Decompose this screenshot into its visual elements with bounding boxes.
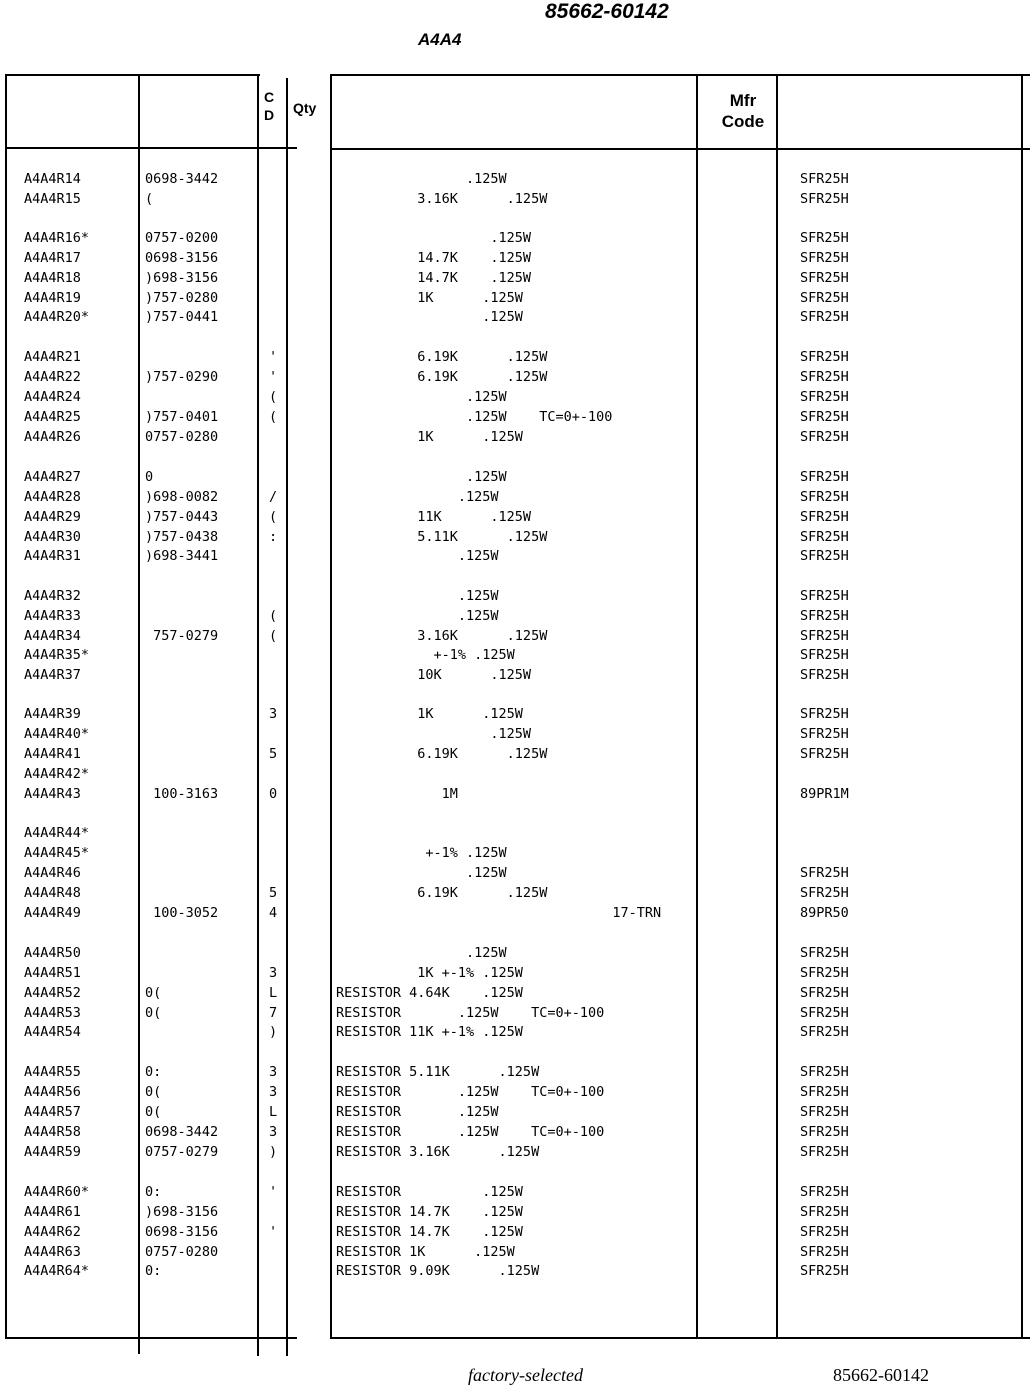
assembly-number: 85662-60142 <box>545 0 669 23</box>
mfr-part-code: SFR25H <box>800 548 849 564</box>
part-reference: A4A4R39 <box>24 706 81 722</box>
part-description: 3.16K .125W <box>336 628 548 644</box>
part-description: 6.19K .125W <box>336 349 548 365</box>
header-divider-right <box>330 148 1030 150</box>
qty-cd-cell: ( <box>269 509 278 525</box>
part-reference: A4A4R63 <box>24 1244 81 1260</box>
assembly-ref: A4A4 <box>418 30 462 49</box>
part-reference: A4A4R52 <box>24 985 81 1001</box>
mfr-part-code: SFR25H <box>800 706 849 722</box>
qty-cd-cell: 5 <box>269 885 278 901</box>
part-number: )757-0443 <box>145 509 219 525</box>
part-number: )757-0290 <box>145 369 219 385</box>
mfr-part-code: SFR25H <box>800 628 849 644</box>
mfr-code-column-header: Mfr Code <box>721 91 765 131</box>
table-top-border-left <box>5 74 260 76</box>
qty-cd-cell: ( <box>269 409 278 425</box>
table-top-border-right <box>330 74 1030 76</box>
part-description: RESISTOR 5.11K .125W <box>336 1064 540 1080</box>
part-number: )698-0082 <box>145 489 219 505</box>
col-line-7 <box>1021 74 1023 1338</box>
part-number: )757-0401 <box>145 409 219 425</box>
qty-cd-cell: ' <box>269 1224 278 1240</box>
mfr-part-code: SFR25H <box>800 1224 849 1240</box>
part-description: 14.7K .125W <box>336 270 532 286</box>
mfr-part-code: SFR25H <box>800 1263 849 1279</box>
part-reference: A4A4R41 <box>24 746 81 762</box>
mfr-part-code: SFR25H <box>800 865 849 881</box>
mfr-part-code: SFR25H <box>800 290 849 306</box>
footer-assembly-number: 85662-60142 <box>833 1365 929 1385</box>
mfr-part-code: SFR25H <box>800 1244 849 1260</box>
qty-cd-cell: L <box>269 985 278 1001</box>
mfr-part-code: 89PR1M <box>800 786 849 802</box>
col-line-3 <box>286 78 288 1356</box>
qty-cd-cell: 3 <box>269 1124 278 1140</box>
part-description: RESISTOR .125W <box>336 1104 499 1120</box>
part-description: RESISTOR 9.09K .125W <box>336 1263 540 1279</box>
header-divider-left <box>5 147 297 149</box>
col-line-5 <box>696 74 698 1338</box>
part-reference: A4A4R27 <box>24 469 81 485</box>
part-reference: A4A4R37 <box>24 667 81 683</box>
part-reference: A4A4R44* <box>24 825 90 841</box>
qty-cd-cell: ( <box>269 389 278 405</box>
part-description: 14.7K .125W <box>336 250 532 266</box>
part-description: .125W <box>336 945 507 961</box>
mfr-part-code: SFR25H <box>800 1104 849 1120</box>
part-number: 0 <box>145 469 154 485</box>
part-description: 1K .125W <box>336 429 523 445</box>
col-line-0 <box>5 76 7 1338</box>
part-reference: A4A4R14 <box>24 171 81 187</box>
part-description: RESISTOR .125W TC=0+-100 <box>336 1124 605 1140</box>
part-description: 1K .125W <box>336 290 523 306</box>
part-reference: A4A4R19 <box>24 290 81 306</box>
part-reference: A4A4R46 <box>24 865 81 881</box>
mfr-part-code: SFR25H <box>800 509 849 525</box>
part-reference: A4A4R54 <box>24 1024 81 1040</box>
qty-cd-cell: 3 <box>269 706 278 722</box>
part-reference: A4A4R18 <box>24 270 81 286</box>
part-number: 0: <box>145 1263 162 1279</box>
cd-column-header: C D <box>264 89 275 123</box>
qty-cd-cell: 5 <box>269 746 278 762</box>
mfr-part-code: SFR25H <box>800 389 849 405</box>
part-description: .125W <box>336 548 499 564</box>
part-reference: A4A4R64* <box>24 1263 90 1279</box>
part-description: 6.19K .125W <box>336 746 548 762</box>
part-number: 0( <box>145 985 162 1001</box>
part-reference: A4A4R33 <box>24 608 81 624</box>
part-reference: A4A4R26 <box>24 429 81 445</box>
mfr-part-code: SFR25H <box>800 489 849 505</box>
part-description: 1M <box>336 786 458 802</box>
part-number: 0( <box>145 1084 162 1100</box>
qty-cd-cell: ) <box>269 1144 278 1160</box>
part-description: RESISTOR 4.64K .125W <box>336 985 523 1001</box>
part-reference: A4A4R31 <box>24 548 81 564</box>
part-reference: A4A4R57 <box>24 1104 81 1120</box>
mfr-part-code: SFR25H <box>800 369 849 385</box>
mfr-part-code: SFR25H <box>800 1144 849 1160</box>
part-reference: A4A4R49 <box>24 905 81 921</box>
part-reference: A4A4R21 <box>24 349 81 365</box>
part-number: 100-3163 <box>145 786 219 802</box>
part-description: .125W <box>336 389 507 405</box>
part-reference: A4A4R53 <box>24 1005 81 1021</box>
qty-column-header: Qty <box>293 100 317 116</box>
part-reference: A4A4R25 <box>24 409 81 425</box>
part-reference: A4A4R32 <box>24 588 81 604</box>
part-description: RESISTOR 11K +-1% .125W <box>336 1024 523 1040</box>
part-description: .125W <box>336 469 507 485</box>
part-reference: A4A4R34 <box>24 628 81 644</box>
part-reference: A4A4R45* <box>24 845 90 861</box>
qty-cd-cell: 7 <box>269 1005 278 1021</box>
part-description: 6.19K .125W <box>336 369 548 385</box>
mfr-part-code: SFR25H <box>800 746 849 762</box>
qty-cd-cell: 3 <box>269 1084 278 1100</box>
part-description: +-1% .125W <box>336 845 507 861</box>
part-reference: A4A4R56 <box>24 1084 81 1100</box>
part-number: 0: <box>145 1064 162 1080</box>
mfr-part-code: 89PR50 <box>800 905 849 921</box>
part-number: 0698-3156 <box>145 1224 219 1240</box>
part-description: RESISTOR .125W TC=0+-100 <box>336 1005 605 1021</box>
part-reference: A4A4R60* <box>24 1184 90 1200</box>
part-number: )757-0438 <box>145 529 219 545</box>
qty-cd-cell: ( <box>269 628 278 644</box>
part-number: )698-3441 <box>145 548 219 564</box>
mfr-part-code: SFR25H <box>800 885 849 901</box>
part-number: 0757-0280 <box>145 1244 219 1260</box>
mfr-part-code: SFR25H <box>800 230 849 246</box>
mfr-part-code: SFR25H <box>800 429 849 445</box>
part-description: .125W <box>336 726 532 742</box>
part-reference: A4A4R51 <box>24 965 81 981</box>
part-number: 0757-0200 <box>145 230 219 246</box>
mfr-part-code: SFR25H <box>800 1124 849 1140</box>
part-description: .125W <box>336 608 499 624</box>
part-number: )698-3156 <box>145 1204 219 1220</box>
part-reference: A4A4R35* <box>24 647 90 663</box>
table-bottom-border-left <box>5 1337 297 1339</box>
part-reference: A4A4R40* <box>24 726 90 742</box>
part-description: RESISTOR 3.16K .125W <box>336 1144 540 1160</box>
part-reference: A4A4R15 <box>24 191 81 207</box>
col-line-1 <box>138 76 140 1354</box>
qty-cd-cell: 0 <box>269 786 278 802</box>
mfr-part-code: SFR25H <box>800 250 849 266</box>
mfr-part-code: SFR25H <box>800 1005 849 1021</box>
part-description: RESISTOR 14.7K .125W <box>336 1204 523 1220</box>
part-description: .125W <box>336 588 499 604</box>
part-description: 1K +-1% .125W <box>336 965 523 981</box>
part-reference: A4A4R22 <box>24 369 81 385</box>
qty-cd-cell: ( <box>269 608 278 624</box>
part-description: .125W <box>336 489 499 505</box>
mfr-part-code: SFR25H <box>800 608 849 624</box>
part-description: .125W <box>336 865 507 881</box>
qty-cd-cell: ' <box>269 369 278 385</box>
mfr-part-code: SFR25H <box>800 588 849 604</box>
part-description: 10K .125W <box>336 667 532 683</box>
part-description: RESISTOR 1K .125W <box>336 1244 515 1260</box>
qty-cd-cell: / <box>269 489 278 505</box>
mfr-part-code: SFR25H <box>800 469 849 485</box>
part-reference: A4A4R42* <box>24 766 90 782</box>
mfr-part-code: SFR25H <box>800 985 849 1001</box>
part-number: )757-0441 <box>145 309 219 325</box>
part-number: 0757-0280 <box>145 429 219 445</box>
part-description: 3.16K .125W <box>336 191 548 207</box>
part-number: 0698-3156 <box>145 250 219 266</box>
col-line-4 <box>330 74 332 1338</box>
part-reference: A4A4R50 <box>24 945 81 961</box>
part-reference: A4A4R16* <box>24 230 90 246</box>
part-reference: A4A4R62 <box>24 1224 81 1240</box>
part-description: +-1% .125W <box>336 647 515 663</box>
part-number: ( <box>145 191 154 207</box>
mfr-part-code: SFR25H <box>800 965 849 981</box>
mfr-part-code: SFR25H <box>800 945 849 961</box>
part-reference: A4A4R43 <box>24 786 81 802</box>
part-description: 5.11K .125W <box>336 529 548 545</box>
qty-cd-cell: L <box>269 1104 278 1120</box>
mfr-part-code: SFR25H <box>800 1184 849 1200</box>
qty-cd-cell: 3 <box>269 965 278 981</box>
part-reference: A4A4R58 <box>24 1124 81 1140</box>
part-description: .125W <box>336 309 523 325</box>
mfr-part-code: SFR25H <box>800 1204 849 1220</box>
part-number: )757-0280 <box>145 290 219 306</box>
part-reference: A4A4R59 <box>24 1144 81 1160</box>
col-line-2 <box>257 74 259 1356</box>
part-reference: A4A4R55 <box>24 1064 81 1080</box>
mfr-part-code: SFR25H <box>800 349 849 365</box>
part-number: )698-3156 <box>145 270 219 286</box>
part-reference: A4A4R17 <box>24 250 81 266</box>
part-description: RESISTOR 14.7K .125W <box>336 1224 523 1240</box>
qty-cd-cell: ) <box>269 1024 278 1040</box>
part-reference: A4A4R20* <box>24 309 90 325</box>
mfr-part-code: SFR25H <box>800 647 849 663</box>
mfr-part-code: SFR25H <box>800 1064 849 1080</box>
part-description: 11K .125W <box>336 509 532 525</box>
part-number: 100-3052 <box>145 905 219 921</box>
part-description: 6.19K .125W <box>336 885 548 901</box>
mfr-part-code: SFR25H <box>800 667 849 683</box>
qty-cd-cell: ' <box>269 1184 278 1200</box>
part-reference: A4A4R30 <box>24 529 81 545</box>
mfr-part-code: SFR25H <box>800 309 849 325</box>
mfr-part-code: SFR25H <box>800 191 849 207</box>
part-number: 0: <box>145 1184 162 1200</box>
mfr-part-code: SFR25H <box>800 409 849 425</box>
part-description: .125W <box>336 230 532 246</box>
part-description: .125W TC=0+-100 <box>336 409 613 425</box>
qty-cd-cell: 4 <box>269 905 278 921</box>
part-description: 1K .125W <box>336 706 523 722</box>
part-number: 0( <box>145 1104 162 1120</box>
part-number: 0( <box>145 1005 162 1021</box>
part-reference: A4A4R29 <box>24 509 81 525</box>
mfr-part-code: SFR25H <box>800 1024 849 1040</box>
part-reference: A4A4R24 <box>24 389 81 405</box>
part-reference: A4A4R61 <box>24 1204 81 1220</box>
mfr-part-code: SFR25H <box>800 270 849 286</box>
qty-cd-cell: ' <box>269 349 278 365</box>
mfr-part-code: SFR25H <box>800 1084 849 1100</box>
part-reference: A4A4R48 <box>24 885 81 901</box>
qty-cd-cell: : <box>269 529 278 545</box>
qty-cd-cell: 3 <box>269 1064 278 1080</box>
part-number: 0698-3442 <box>145 1124 219 1140</box>
part-number: 757-0279 <box>145 628 219 644</box>
mfr-part-code: SFR25H <box>800 171 849 187</box>
part-number: 0698-3442 <box>145 171 219 187</box>
part-reference: A4A4R28 <box>24 489 81 505</box>
part-description: RESISTOR .125W <box>336 1184 523 1200</box>
mfr-part-code: SFR25H <box>800 726 849 742</box>
part-description: RESISTOR .125W TC=0+-100 <box>336 1084 605 1100</box>
part-number: 0757-0279 <box>145 1144 219 1160</box>
part-description: 17-TRN <box>336 905 662 921</box>
col-line-6 <box>776 74 778 1338</box>
mfr-part-code: SFR25H <box>800 529 849 545</box>
footnote: factory-selected <box>468 1365 583 1385</box>
table-bottom-border-right <box>330 1337 1030 1339</box>
part-description: .125W <box>336 171 507 187</box>
